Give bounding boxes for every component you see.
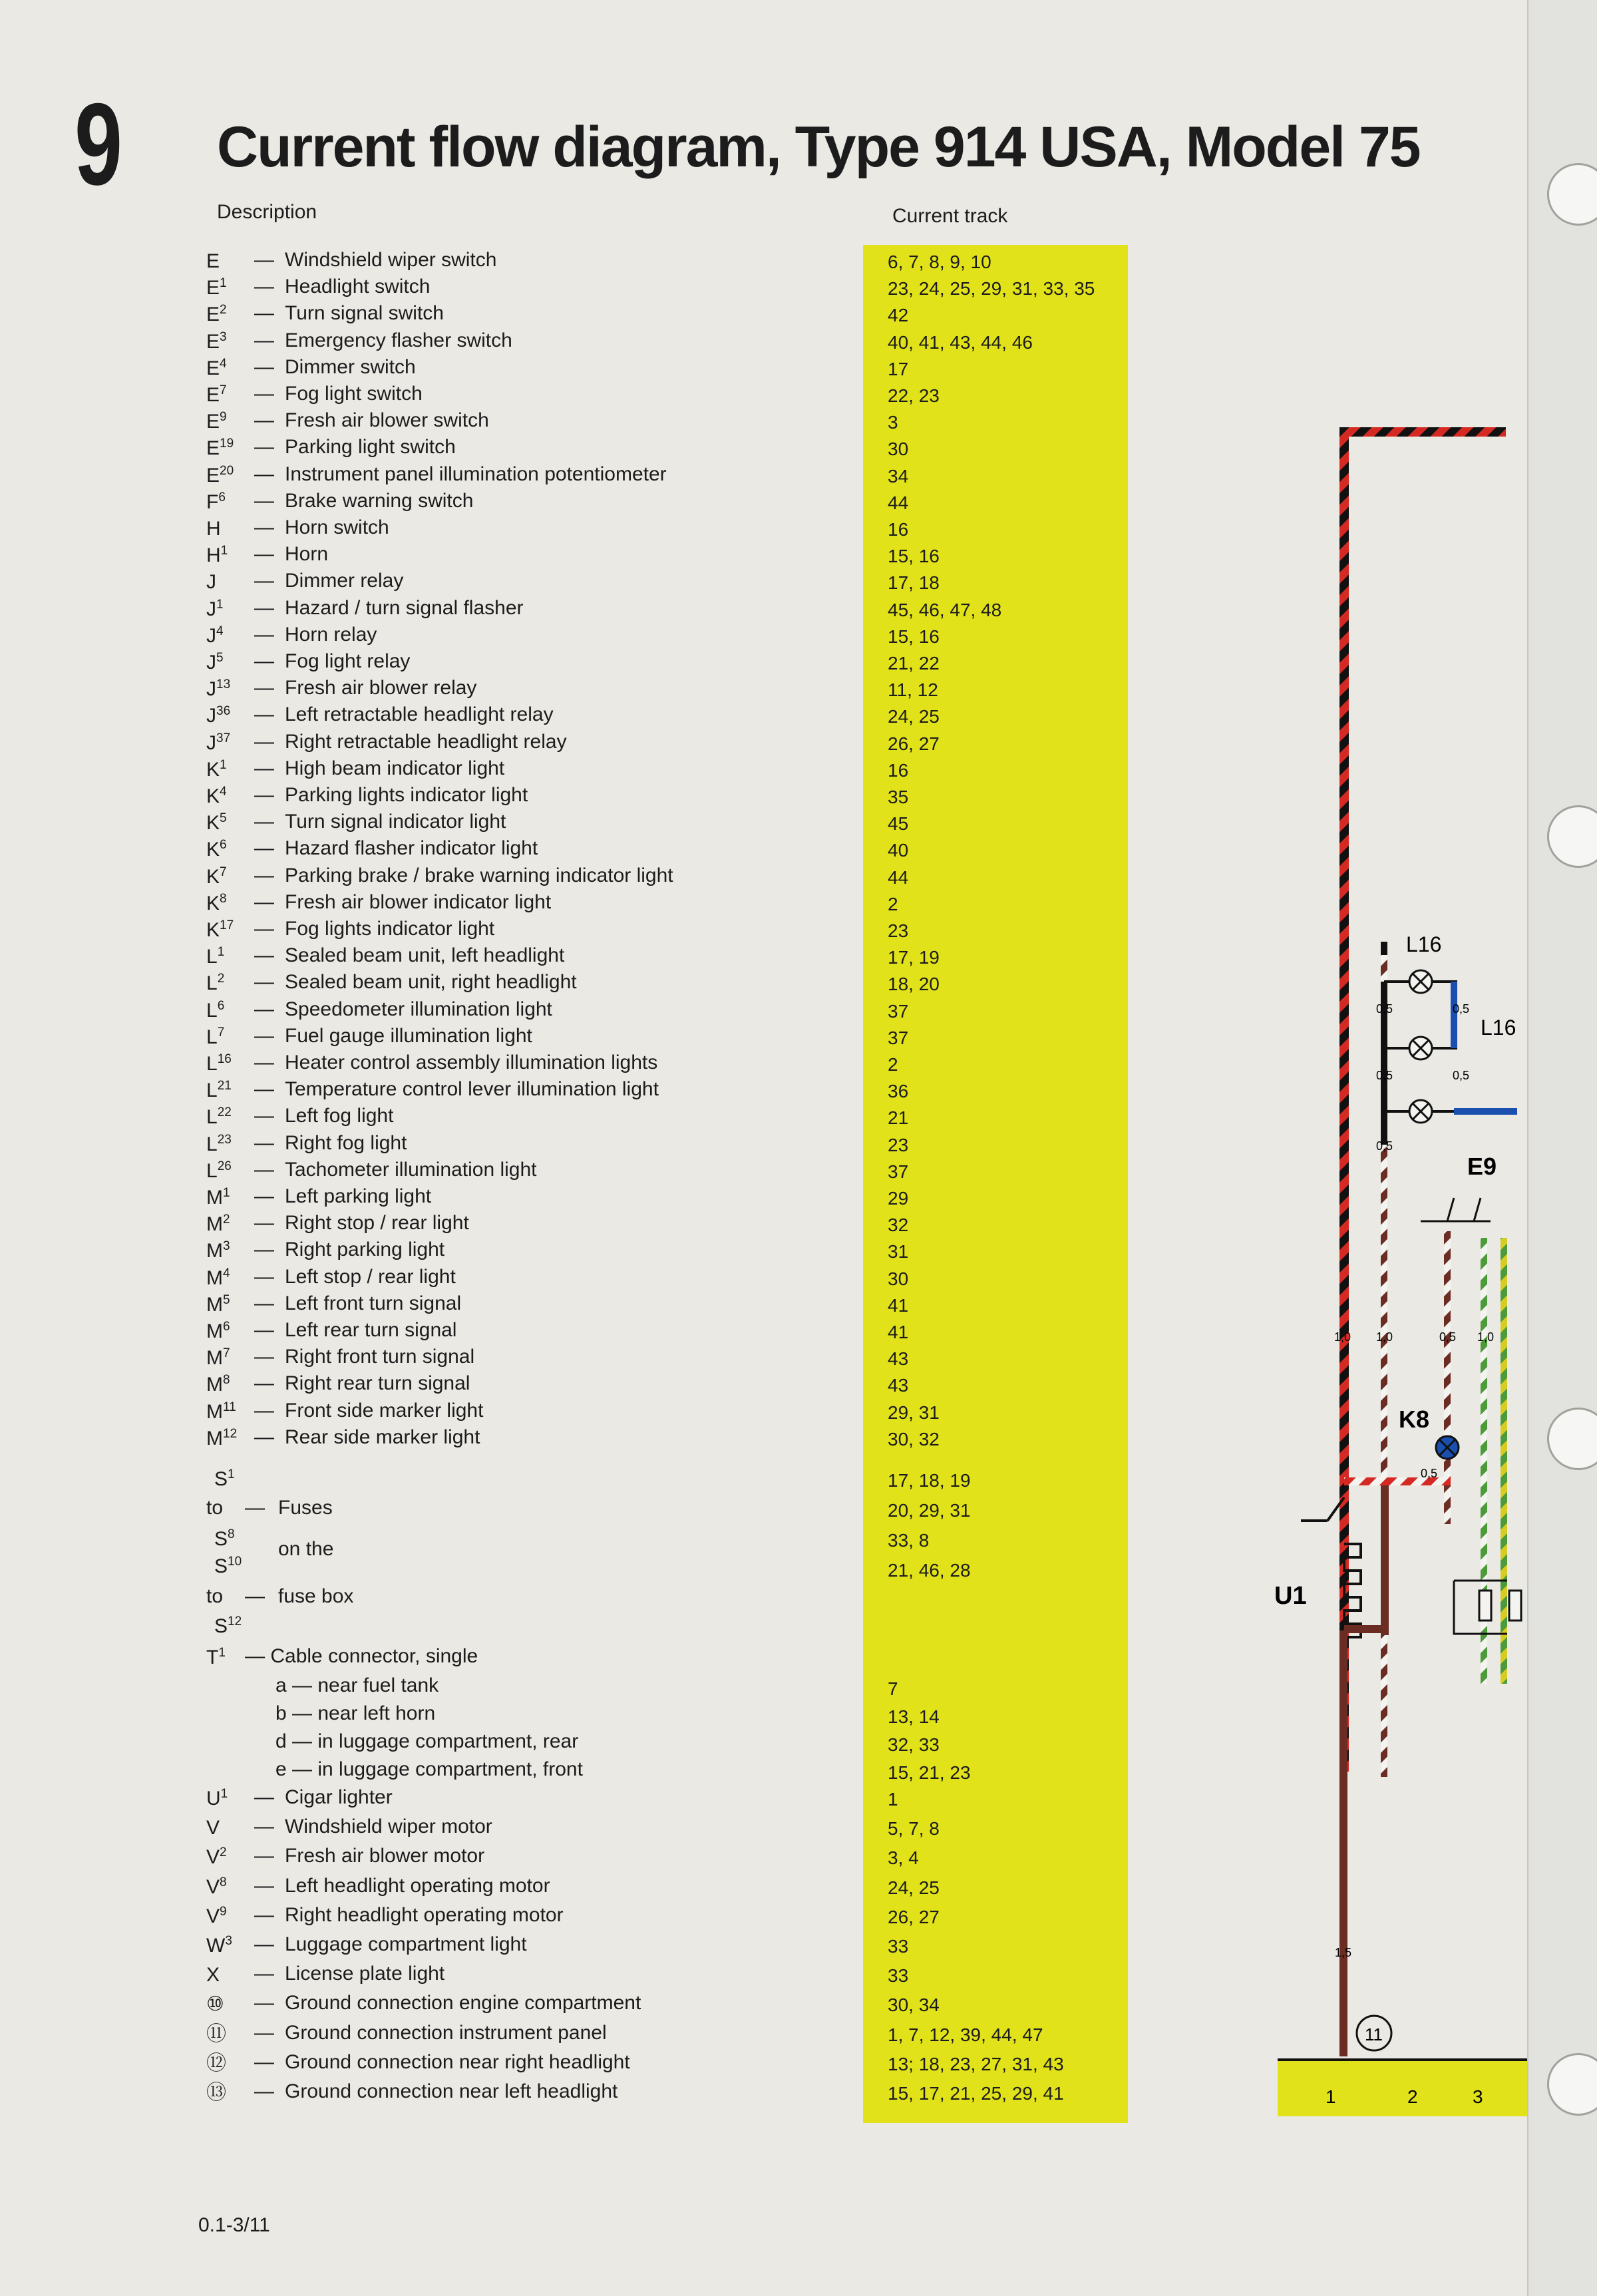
fuse-box-dash: — bbox=[245, 1585, 265, 1607]
component-current-track: 30 bbox=[888, 1268, 909, 1289]
component-current-track: 13; 18, 23, 27, 31, 43 bbox=[888, 2053, 1064, 2074]
component-description: Instrument panel illumination potentiometer bbox=[285, 463, 667, 485]
component-description: Windshield wiper motor bbox=[285, 1816, 492, 1838]
component-dash: — bbox=[254, 650, 274, 672]
fuse-code-s8: $S^8$ bbox=[214, 1527, 235, 1550]
component-dash: — bbox=[254, 463, 274, 485]
component-code: $K^{17}$ bbox=[206, 918, 234, 941]
component-current-track: 44 bbox=[888, 492, 909, 513]
component-current-track: 17 bbox=[888, 358, 909, 379]
component-code: $J^{13}$ bbox=[206, 677, 231, 701]
component-dash: — bbox=[254, 918, 274, 940]
component-current-track: 36 bbox=[888, 1081, 909, 1102]
component-code: $V^8$ bbox=[206, 1875, 227, 1898]
component-description: Dimmer relay bbox=[285, 570, 404, 592]
wire-yellow-green bbox=[1501, 1238, 1507, 1684]
component-code: $K^5$ bbox=[206, 811, 227, 835]
component-dash: — bbox=[254, 1399, 274, 1422]
component-dash: — bbox=[254, 784, 274, 806]
component-current-track: 17, 19 bbox=[888, 947, 940, 968]
component-description: Front side marker light bbox=[285, 1399, 484, 1422]
current-track-header: Current track bbox=[892, 205, 1008, 227]
connector-current-track: 15, 21, 23 bbox=[888, 1762, 971, 1783]
component-current-track: 15, 16 bbox=[888, 546, 940, 567]
fuse-to-2: to bbox=[206, 1585, 224, 1607]
component-description: Left headlight operating motor bbox=[285, 1874, 550, 1897]
fuse-track-0: 17, 18, 19 bbox=[888, 1470, 971, 1491]
component-current-track: 26, 27 bbox=[888, 733, 940, 754]
component-code: $J^5$ bbox=[206, 651, 224, 673]
binder-hole bbox=[1547, 2053, 1597, 2116]
component-current-track: 42 bbox=[888, 305, 909, 326]
component-description: Left rear turn signal bbox=[285, 1319, 457, 1341]
component-description: Right stop / rear light bbox=[285, 1212, 469, 1235]
component-dash: — bbox=[254, 302, 274, 325]
component-description: Heater control assembly illumination lights bbox=[285, 1052, 658, 1073]
fuse-code-s1: $S^1$ bbox=[214, 1467, 235, 1490]
component-current-track: 30, 34 bbox=[888, 1995, 940, 2016]
connector-current-track: 7 bbox=[888, 1678, 898, 1699]
component-dash: — bbox=[254, 249, 274, 271]
wire-gauge-label: 1,0 bbox=[1477, 1330, 1495, 1344]
component-dash: — bbox=[254, 2080, 274, 2102]
component-code: $E^{20}$ bbox=[206, 463, 234, 486]
component-dash: — bbox=[254, 570, 274, 592]
component-code: $V^9$ bbox=[206, 1904, 227, 1927]
component-code: $M^6$ bbox=[206, 1320, 230, 1342]
component-description: Cigar lighter bbox=[285, 1786, 393, 1808]
fuse-track-1: 20, 29, 31 bbox=[888, 1500, 971, 1521]
component-description: Turn signal indicator light bbox=[285, 811, 506, 833]
component-current-track: 29, 31 bbox=[888, 1402, 940, 1423]
component-current-track: 40, 41, 43, 44, 46 bbox=[888, 331, 1033, 353]
component-current-track: 16 bbox=[888, 519, 909, 540]
component-code: $H^1$ bbox=[206, 544, 228, 567]
component-code: $M^1$ bbox=[206, 1186, 230, 1209]
component-dash: — bbox=[254, 2021, 274, 2044]
component-dash: — bbox=[254, 757, 274, 779]
component-description: Parking brake / brake warning indicator light bbox=[285, 864, 673, 886]
component-code: $M^7$ bbox=[206, 1346, 230, 1370]
component-current-track: 26, 27 bbox=[888, 1906, 940, 1927]
component-current-track: 1 bbox=[888, 1789, 898, 1810]
component-current-track: 6, 7, 8, 9, 10 bbox=[888, 252, 991, 272]
component-code: $E^4$ bbox=[206, 356, 227, 379]
component-dash: — bbox=[254, 1078, 274, 1101]
component-description: Left retractable headlight relay bbox=[285, 703, 554, 726]
component-dash: — bbox=[254, 1105, 274, 1127]
component-code: ⑫ bbox=[206, 2052, 226, 2074]
component-code: $L^1$ bbox=[206, 945, 225, 968]
component-dash: — bbox=[254, 2050, 274, 2073]
component-description: Fog light relay bbox=[285, 650, 411, 672]
fuse-code-s12: $S^{12}$ bbox=[214, 1615, 242, 1637]
component-dash: — bbox=[254, 998, 274, 1020]
component-code: J bbox=[206, 571, 216, 594]
page-footer-code: 0.1-3/11 bbox=[198, 2214, 270, 2236]
component-description: Headlight switch bbox=[285, 276, 431, 298]
component-description: Hazard / turn signal flasher bbox=[285, 596, 524, 619]
component-description: Left front turn signal bbox=[285, 1292, 462, 1314]
component-code: $L^{16}$ bbox=[206, 1052, 232, 1075]
component-dash: — bbox=[254, 355, 274, 378]
component-dash: — bbox=[254, 677, 274, 699]
component-description: Right front turn signal bbox=[285, 1346, 475, 1368]
component-description: Fuel gauge illumination light bbox=[285, 1024, 532, 1047]
component-description: Speedometer illumination light bbox=[285, 998, 552, 1020]
component-dash: — bbox=[254, 944, 274, 967]
component-code: $E^{19}$ bbox=[206, 437, 234, 460]
wire-gauge-label: 0,5 bbox=[1439, 1330, 1457, 1344]
component-description: Sealed beam unit, right headlight bbox=[285, 971, 577, 994]
component-dash: — bbox=[254, 730, 274, 753]
component-current-track: 37 bbox=[888, 1000, 909, 1022]
component-dash: — bbox=[254, 409, 274, 432]
fuse-label-fuses: Fuses bbox=[278, 1497, 333, 1519]
track-number-1: 1 bbox=[1326, 2086, 1336, 2107]
component-dash: — bbox=[254, 1845, 274, 1867]
component-dash: — bbox=[254, 1933, 274, 1955]
component-description: Fog lights indicator light bbox=[285, 918, 495, 940]
component-code: $E^3$ bbox=[206, 329, 227, 353]
component-code: $L^{23}$ bbox=[206, 1132, 232, 1155]
label-l16-side: L16 bbox=[1481, 1016, 1516, 1040]
component-code: V bbox=[206, 1817, 220, 1839]
component-current-track: 24, 25 bbox=[888, 1877, 940, 1898]
component-dash: — bbox=[254, 329, 274, 351]
component-dash: — bbox=[254, 1874, 274, 1897]
component-code: $V^2$ bbox=[206, 1845, 227, 1869]
component-dash: — bbox=[254, 516, 274, 538]
component-code: E bbox=[206, 250, 220, 272]
component-current-track: 23 bbox=[888, 920, 909, 941]
component-code: $U^1$ bbox=[206, 1787, 228, 1810]
component-description: Dimmer switch bbox=[285, 355, 416, 378]
component-current-track: 41 bbox=[888, 1322, 909, 1342]
component-current-track: 22, 23 bbox=[888, 385, 940, 406]
component-code: $E^2$ bbox=[206, 303, 227, 326]
component-description: Left fog light bbox=[285, 1105, 394, 1127]
connector-current-track: 13, 14 bbox=[888, 1706, 940, 1727]
component-dash: — bbox=[254, 703, 274, 726]
component-dash: — bbox=[254, 543, 274, 566]
component-current-track: 17, 18 bbox=[888, 572, 940, 594]
component-description: License plate light bbox=[285, 1963, 445, 1985]
component-current-track: 33 bbox=[888, 1965, 909, 1987]
component-description: Windshield wiper switch bbox=[285, 249, 497, 271]
component-current-track: 29 bbox=[888, 1188, 909, 1209]
component-current-track: 2 bbox=[888, 1054, 898, 1075]
label-k8: K8 bbox=[1399, 1406, 1430, 1433]
wire-gauge-label: 0,5 bbox=[1376, 1069, 1393, 1082]
component-current-track: 1, 7, 12, 39, 44, 47 bbox=[888, 2024, 1043, 2045]
component-description: Hazard flasher indicator light bbox=[285, 837, 538, 860]
component-description: Right headlight operating motor bbox=[285, 1903, 564, 1926]
component-current-track: 5, 7, 8 bbox=[888, 1818, 940, 1839]
component-code: $L^6$ bbox=[206, 998, 225, 1022]
component-code: $L^2$ bbox=[206, 972, 225, 995]
component-code: X bbox=[206, 1964, 220, 1987]
wire-gauge-label: 1,0 bbox=[1376, 1330, 1393, 1344]
component-code: $M^5$ bbox=[206, 1292, 230, 1316]
component-description: Right fog light bbox=[285, 1131, 407, 1154]
component-description: Parking light switch bbox=[285, 436, 456, 459]
component-description: Rear side marker light bbox=[285, 1426, 480, 1448]
component-dash: — bbox=[254, 596, 274, 619]
component-code: $W^3$ bbox=[206, 1934, 232, 1957]
section-number: 9 bbox=[75, 80, 121, 210]
label-l16-top: L16 bbox=[1406, 932, 1442, 956]
component-dash: — bbox=[254, 1292, 274, 1314]
component-current-track: 32 bbox=[888, 1215, 909, 1236]
component-description: Turn signal switch bbox=[285, 302, 444, 325]
component-description: Brake warning switch bbox=[285, 489, 474, 512]
component-code: $K^1$ bbox=[206, 757, 227, 781]
component-code: $J^4$ bbox=[206, 624, 224, 647]
component-description: Fog light switch bbox=[285, 383, 423, 405]
component-current-track: 30, 32 bbox=[888, 1428, 940, 1449]
component-code: $M^3$ bbox=[206, 1239, 230, 1262]
component-code: $K^6$ bbox=[206, 838, 227, 861]
component-code: $M^{12}$ bbox=[206, 1426, 238, 1449]
component-current-track: 24, 25 bbox=[888, 706, 940, 727]
page-title: Current flow diagram, Type 914 USA, Model 75 bbox=[217, 115, 1420, 179]
component-code: ⑪ bbox=[206, 2022, 226, 2045]
component-dash: — bbox=[254, 811, 274, 833]
track-number-3: 3 bbox=[1473, 2086, 1483, 2107]
component-dash: — bbox=[254, 1992, 274, 2014]
wiring-diagram bbox=[1251, 413, 1527, 2130]
component-current-track: 45 bbox=[888, 813, 909, 835]
component-code: $L^{26}$ bbox=[206, 1159, 232, 1182]
track-number-strip bbox=[1278, 2060, 1527, 2116]
component-dash: — bbox=[254, 1372, 274, 1395]
component-dash: — bbox=[254, 1963, 274, 1985]
component-current-track: 33 bbox=[888, 1936, 909, 1957]
fuse-track-2: 33, 8 bbox=[888, 1530, 930, 1551]
component-code: $E^1$ bbox=[206, 276, 227, 299]
component-current-track: 21 bbox=[888, 1107, 909, 1129]
connector-code: $T^1$ bbox=[206, 1646, 226, 1668]
component-current-track: 30 bbox=[888, 439, 909, 460]
label-e9: E9 bbox=[1467, 1153, 1497, 1180]
component-description: Right parking light bbox=[285, 1239, 445, 1261]
fuse-to-1: to bbox=[206, 1497, 224, 1519]
component-current-track: 37 bbox=[888, 1161, 909, 1182]
component-code: $M^2$ bbox=[206, 1213, 230, 1236]
wire-red-black-top bbox=[1339, 427, 1506, 437]
component-code: $J^{36}$ bbox=[206, 704, 231, 727]
component-code: $J^1$ bbox=[206, 597, 224, 620]
component-dash: — bbox=[254, 1903, 274, 1926]
component-current-track: 23, 24, 25, 29, 31, 33, 35 bbox=[888, 278, 1095, 299]
description-header: Description bbox=[217, 201, 317, 223]
wire-gauge-label: 0,5 bbox=[1376, 1139, 1393, 1153]
component-description: Temperature control lever illumination light bbox=[285, 1078, 659, 1101]
component-description: Horn relay bbox=[285, 623, 377, 646]
label-u1: U1 bbox=[1274, 1582, 1307, 1610]
fuse-label-onthe: on the bbox=[278, 1538, 334, 1560]
component-description: Tachometer illumination light bbox=[285, 1158, 537, 1181]
component-dash: — bbox=[254, 1024, 274, 1047]
component-description: Left stop / rear light bbox=[285, 1265, 456, 1288]
component-description: Ground connection near left headlight bbox=[285, 2080, 618, 2102]
binder-hole bbox=[1547, 805, 1597, 868]
component-current-track: 35 bbox=[888, 787, 909, 807]
component-dash: — bbox=[254, 837, 274, 860]
connector-location: b — near left horn bbox=[275, 1702, 436, 1724]
binder-hole bbox=[1547, 1408, 1597, 1470]
component-dash: — bbox=[254, 1786, 274, 1808]
component-description: Left parking light bbox=[285, 1185, 432, 1207]
component-description: Parking lights indicator light bbox=[285, 784, 528, 806]
component-code: $K^8$ bbox=[206, 891, 227, 914]
wire-brown-ground bbox=[1339, 1630, 1347, 2056]
component-description: Ground connection engine compartment bbox=[285, 1992, 641, 2014]
page-binding-edge bbox=[1527, 0, 1597, 2296]
component-description: Sealed beam unit, left headlight bbox=[285, 944, 565, 967]
component-dash: — bbox=[254, 971, 274, 994]
fuse-label-dash: — bbox=[245, 1497, 265, 1519]
component-code: ⑩ bbox=[206, 1993, 224, 2016]
component-dash: — bbox=[254, 1158, 274, 1181]
component-code: $K^7$ bbox=[206, 864, 227, 888]
fuse-code-s10: $S^{10}$ bbox=[214, 1555, 242, 1577]
component-dash: — bbox=[254, 1265, 274, 1288]
component-description: Horn switch bbox=[285, 516, 389, 538]
component-dash: — bbox=[254, 1426, 274, 1448]
component-dash: — bbox=[254, 1052, 274, 1073]
component-dash: — bbox=[254, 1319, 274, 1341]
component-current-track: 44 bbox=[888, 866, 909, 888]
fuse-track-3: 21, 46, 28 bbox=[888, 1560, 971, 1581]
component-dash: — bbox=[254, 1346, 274, 1368]
component-dash: — bbox=[254, 864, 274, 886]
component-dash: — bbox=[254, 383, 274, 405]
component-current-track: 23 bbox=[888, 1134, 909, 1155]
component-code: $E^7$ bbox=[206, 383, 227, 406]
component-current-track: 41 bbox=[888, 1294, 909, 1316]
component-dash: — bbox=[254, 436, 274, 459]
component-current-track: 3 bbox=[888, 412, 898, 433]
component-code: $E^9$ bbox=[206, 410, 227, 433]
component-code: $M^8$ bbox=[206, 1373, 230, 1396]
binder-hole bbox=[1547, 163, 1597, 226]
component-current-track: 45, 46, 47, 48 bbox=[888, 599, 1002, 620]
component-description: Fresh air blower motor bbox=[285, 1845, 485, 1867]
component-code: $F^6$ bbox=[206, 490, 226, 513]
component-dash: — bbox=[254, 1816, 274, 1838]
component-current-track: 16 bbox=[888, 759, 909, 781]
component-dash: — bbox=[254, 1239, 274, 1261]
component-code: ⑬ bbox=[206, 2082, 226, 2104]
component-current-track: 40 bbox=[888, 840, 909, 861]
wire-gauge-label: 0,5 bbox=[1453, 1002, 1470, 1016]
component-dash: — bbox=[254, 623, 274, 646]
lamp-group-l16 bbox=[1384, 970, 1517, 1145]
wire-gauge-label: 0,5 bbox=[1453, 1069, 1470, 1082]
component-dash: — bbox=[254, 489, 274, 512]
track-number-2: 2 bbox=[1407, 2086, 1418, 2107]
component-description: High beam indicator light bbox=[285, 757, 505, 779]
component-code: $L^{22}$ bbox=[206, 1105, 232, 1129]
connector-location: a — near fuel tank bbox=[275, 1674, 439, 1696]
connector-current-track: 32, 33 bbox=[888, 1734, 940, 1755]
component-description: Fresh air blower switch bbox=[285, 409, 489, 432]
component-dash: — bbox=[254, 1131, 274, 1154]
component-code: $L^{21}$ bbox=[206, 1079, 232, 1102]
component-code: $L^7$ bbox=[206, 1025, 225, 1048]
fuse-label-fusebox: fuse box bbox=[278, 1585, 354, 1607]
ground-label-11: 11 bbox=[1365, 2024, 1383, 2044]
component-description: Horn bbox=[285, 543, 329, 566]
component-current-track: 15, 17, 21, 25, 29, 41 bbox=[888, 2083, 1064, 2104]
component-description: Ground connection near right headlight bbox=[285, 2050, 630, 2073]
component-current-track: 43 bbox=[888, 1375, 909, 1396]
component-code: H bbox=[206, 518, 221, 540]
connector-location: d — in luggage compartment, rear bbox=[275, 1730, 579, 1752]
component-description: Right retractable headlight relay bbox=[285, 730, 567, 753]
component-dash: — bbox=[254, 1212, 274, 1235]
component-current-track: 15, 16 bbox=[888, 626, 940, 647]
component-description: Emergency flasher switch bbox=[285, 329, 512, 351]
connector-location: e — in luggage compartment, front bbox=[275, 1758, 583, 1780]
wire-gauge-label: 1,0 bbox=[1334, 1330, 1351, 1344]
component-dash: — bbox=[254, 1185, 274, 1207]
connector-label: — Cable connector, single bbox=[245, 1645, 478, 1667]
wire-gauge-label: 1,5 bbox=[1335, 1946, 1352, 1959]
component-description: Right rear turn signal bbox=[285, 1372, 470, 1395]
component-current-track: 11, 12 bbox=[888, 679, 938, 701]
component-current-track: 3, 4 bbox=[888, 1847, 919, 1869]
component-dash: — bbox=[254, 890, 274, 913]
component-description: Fresh air blower relay bbox=[285, 677, 477, 699]
component-description: Fresh air blower indicator light bbox=[285, 890, 552, 913]
component-dash: — bbox=[254, 276, 274, 298]
component-description: Luggage compartment light bbox=[285, 1933, 527, 1955]
component-code: $M^{11}$ bbox=[206, 1400, 236, 1423]
component-code: $J^{37}$ bbox=[206, 731, 231, 754]
component-current-track: 31 bbox=[888, 1241, 909, 1262]
component-code: $M^4$ bbox=[206, 1266, 230, 1289]
component-current-track: 21, 22 bbox=[888, 653, 940, 673]
component-current-track: 43 bbox=[888, 1348, 909, 1370]
component-current-track: 18, 20 bbox=[888, 974, 940, 995]
component-current-track: 37 bbox=[888, 1027, 909, 1048]
component-current-track: 34 bbox=[888, 465, 909, 486]
component-current-track: 2 bbox=[888, 893, 898, 914]
wire-gauge-label: 0,5 bbox=[1376, 1002, 1393, 1016]
wire-gauge-label: 0,5 bbox=[1421, 1467, 1438, 1480]
component-code: $K^4$ bbox=[206, 785, 227, 807]
component-description: Ground connection instrument panel bbox=[285, 2021, 607, 2044]
